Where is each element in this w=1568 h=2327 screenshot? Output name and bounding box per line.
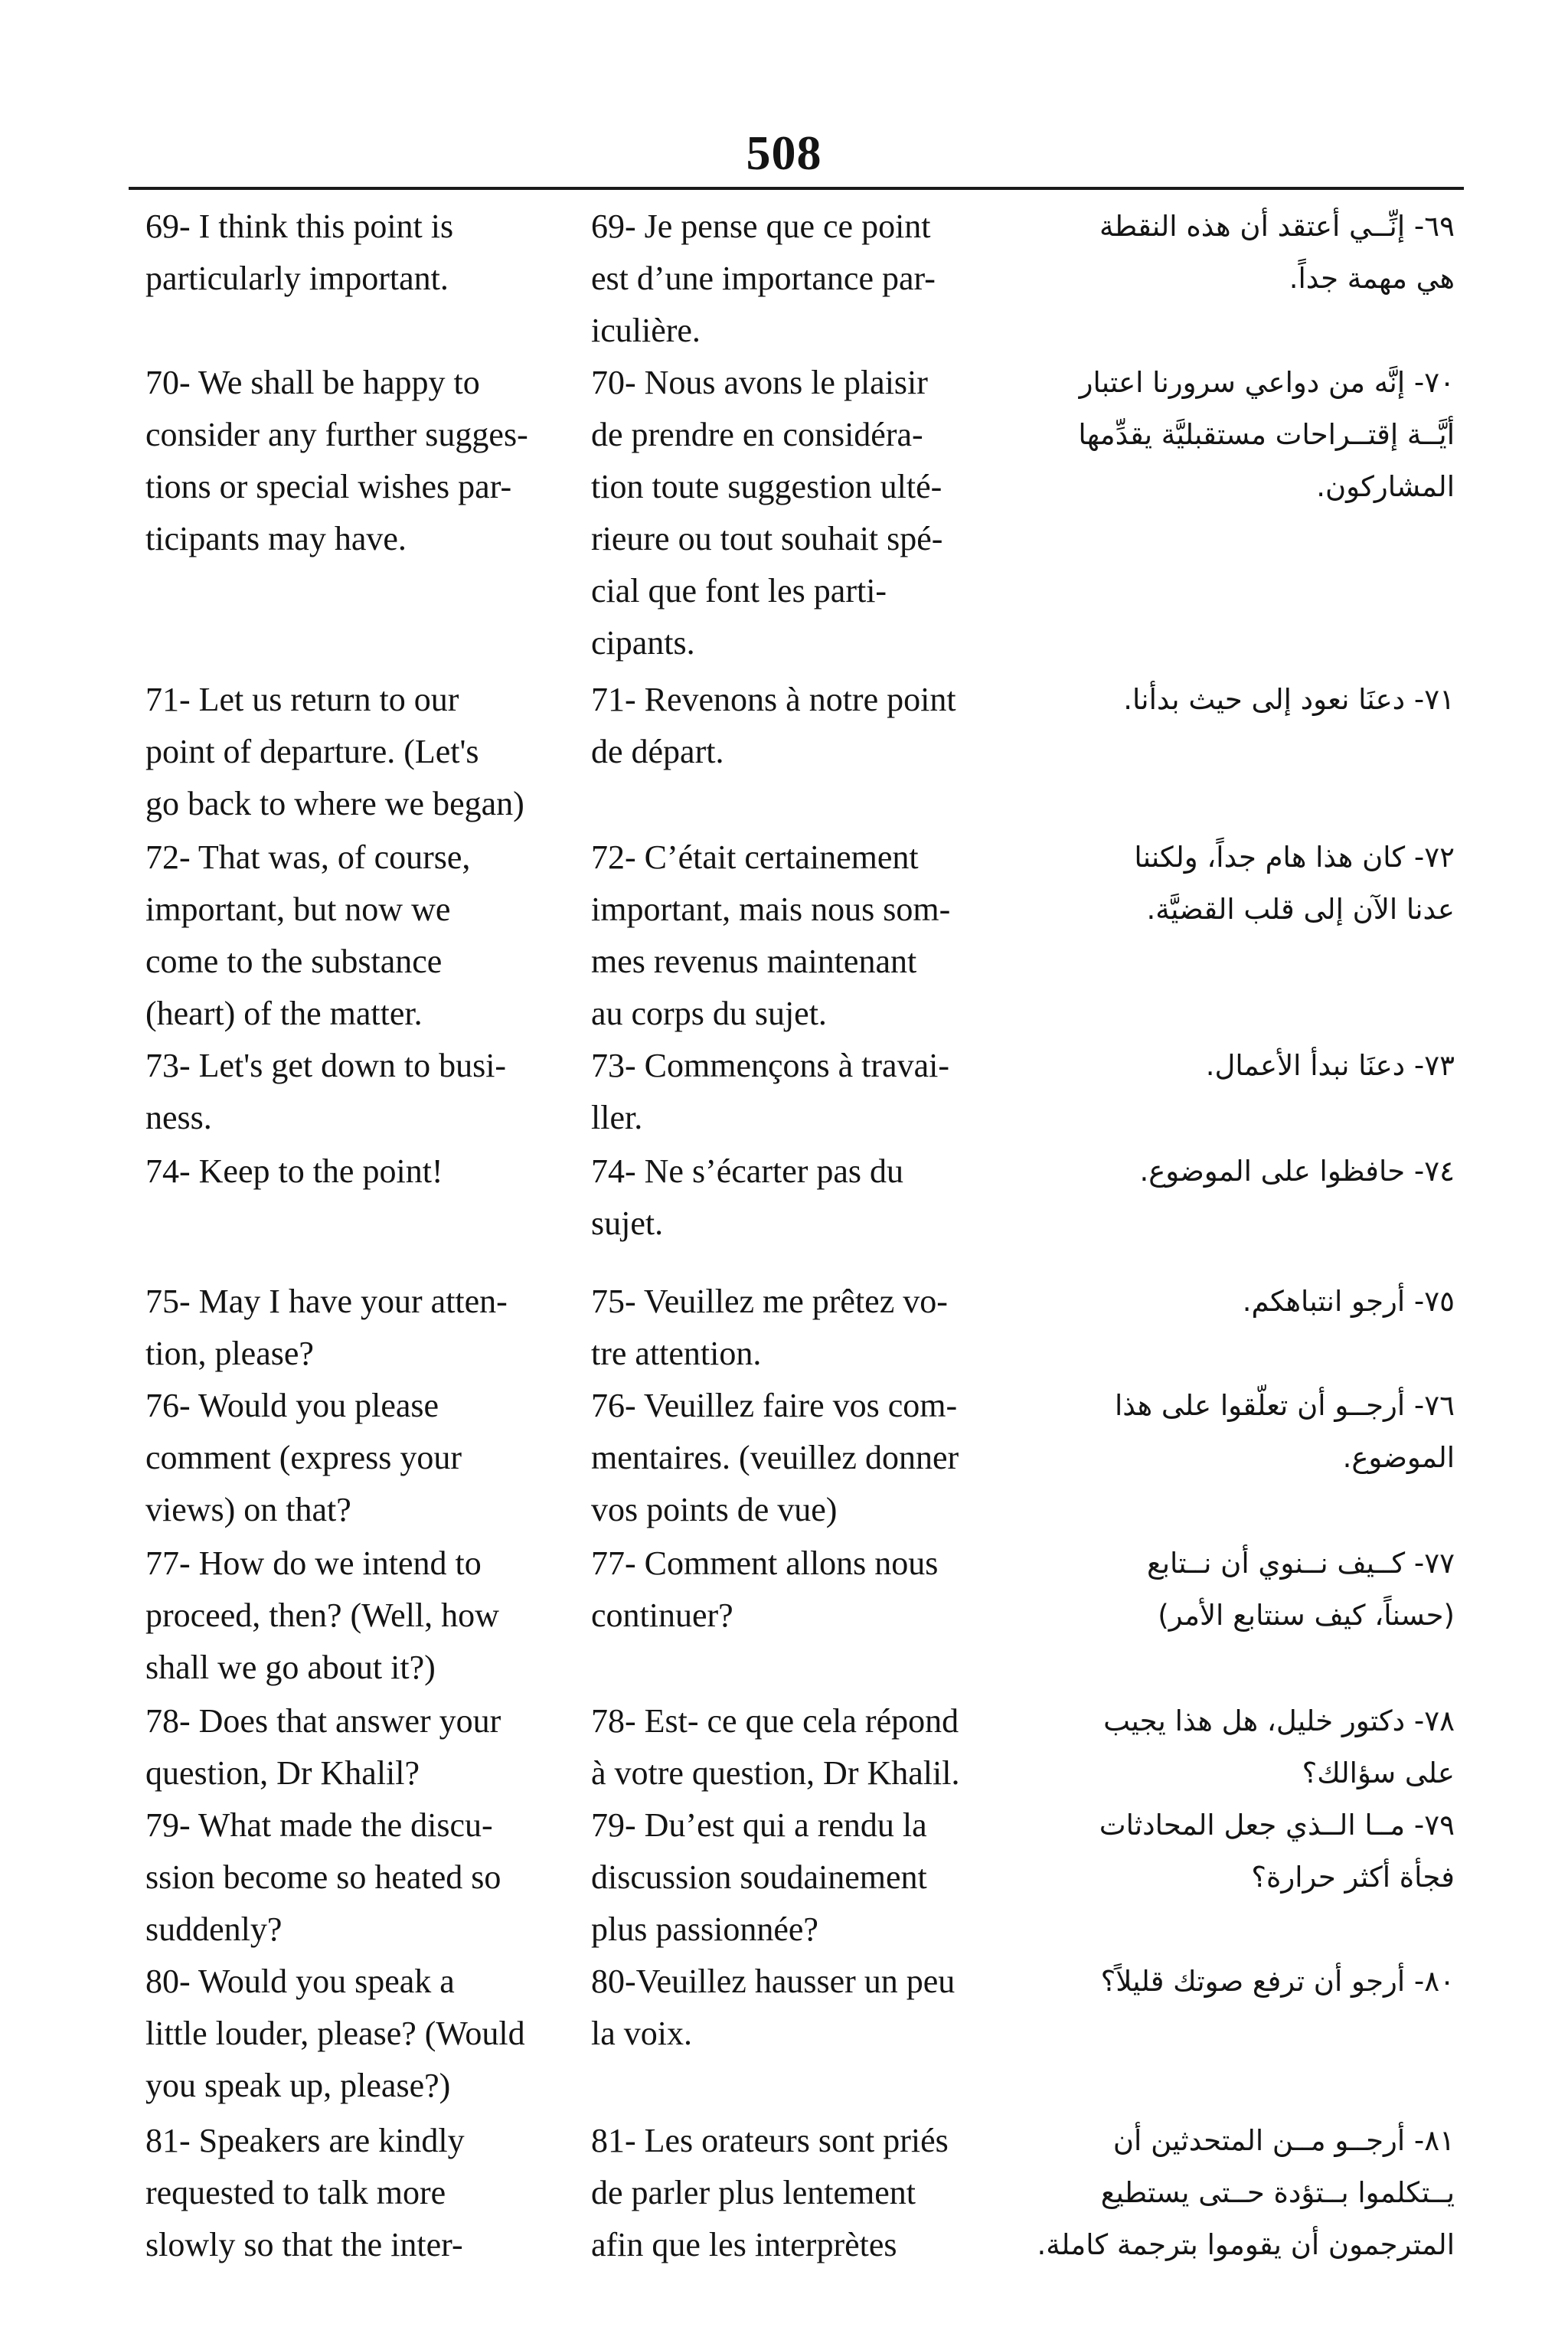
arabic-text: ٦٩- إنِّــي أعتقد أن هذه النقطة هي مهمة جداً. [1099,210,1455,295]
french-text: 76- Veuillez faire vos com- mentaires. (veuillez donner vos points de vue) [591,1387,959,1528]
arabic-text: ٧٠- إنَّه من دواعي سرورنا اعتبار أيَّــة إقتــراحات مستقبليَّة يقدِّمها المشاركون. [1078,366,1455,503]
french-text: 71- Revenons à notre point de départ. [591,681,956,770]
english-text: 76- Would you please comment (express your views) on that? [145,1387,462,1528]
entry-row [0,674,1568,832]
arabic-text: ٧٢- كان هذا هام جداً، ولكننا عدنا الآن إلى قلب القضيَّة. [1134,841,1455,926]
arabic-text: ٧٧- كــيف نــنوي أن نــتابع (حسناً، كيف سنتابع الأمر) [1147,1547,1455,1632]
arabic-text: ٧٨- دكتور خليل، هل هذا يجيب على سؤالك؟ [1103,1704,1455,1789]
arabic-text: ٨٠- أرجو أن ترفع صوتك قليلاً؟ [1100,1965,1455,1998]
phrase-table [0,201,1568,2276]
french-text: 73- Commençons à travai- ller. [591,1047,949,1136]
page-number: 508 [746,126,822,180]
entry-row [0,1380,1568,1538]
french-text: 70- Nous avons le plaisir de prendre en considéra- tion toute suggestion ulté- rieure ou tout souhait spé- cial que font les parti- cipants. [591,364,943,662]
french-text: 69- Je pense que ce point est d’une importance par- iculière. [591,208,936,349]
entry-row [0,1040,1568,1146]
arabic-text: ٧٦- أرجــو أن تعلّقوا على هذا الموضوع. [1114,1389,1455,1474]
arabic-text: ٧٥- أرجو انتباهكم. [1242,1285,1455,1318]
entry-row [0,2115,1568,2276]
french-text: 81- Les orateurs sont priés de parler plus lentement afin que les interprètes [591,2122,949,2263]
arabic-text: ٧١- دعنَا نعود إلى حيث بدأنا. [1123,683,1455,716]
french-text: 72- C’était certainement important, mais nous som- mes revenus maintenant au corps du sujet. [591,838,951,1032]
french-text: 75- Veuillez me prêtez vo- tre attention. [591,1283,948,1372]
arabic-text: ٧٣- دعنَا نبدأ الأعمال. [1205,1049,1455,1082]
english-text: 78- Does that answer your question, Dr Khalil? [145,1702,501,1792]
french-text: 79- Du’est qui a rendu la discussion soudainement plus passionnée? [591,1806,927,1948]
english-text: 72- That was, of course, important, but now we come to the substance (heart) of the matter. [145,838,471,1032]
english-text: 70- We shall be happy to consider any further sugges- tions or special wishes par- ticipants may have. [145,364,528,557]
english-text: 75- May I have your atten- tion, please? [145,1283,508,1372]
arabic-text: ٧٩- مــا الــذي جعل المحادثات فجأة أكثر حرارة؟ [1099,1809,1455,1894]
french-text: 77- Comment allons nous continuer? [591,1544,939,1634]
english-text: 77- How do we intend to proceed, then? (Well, how shall we go about it?) [145,1544,499,1686]
entry-row [0,357,1568,674]
french-text: 78- Est- ce que cela répond à votre question, Dr Khalil. [591,1702,960,1792]
english-text: 73- Let's get down to busi- ness. [145,1047,507,1136]
english-text: 81- Speakers are kindly requested to talk more slowly so that the inter- [145,2122,465,2263]
english-text: 80- Would you speak a little louder, please? (Would you speak up, please?) [145,1963,525,2104]
entry-row [0,1956,1568,2115]
entry-row [0,1538,1568,1695]
entry-row [0,201,1568,357]
entry-row [0,1146,1568,1276]
arabic-text: ٧٤- حافظوا على الموضوع. [1139,1155,1455,1188]
french-text: 74- Ne s’écarter pas du sujet. [591,1152,904,1242]
french-text: 80-Veuillez hausser un peu la voix. [591,1963,956,2052]
entry-row [0,1276,1568,1380]
english-text: 71- Let us return to our point of departure. (Let's go back to where we began) [145,681,524,822]
english-text: 74- Keep to the point! [145,1152,443,1190]
entry-row [0,1695,1568,1799]
header-rule [129,187,1464,190]
entry-row [0,1799,1568,1956]
arabic-text: ٨١- أرجــو مــن المتحدثين أن يــتكلموا بــتؤدة حــتى يستطيع المترجمون أن يقوموا بترجمة كاملة. [1037,2124,1455,2261]
english-text: 69- I think this point is particularly important. [145,208,454,297]
entry-row [0,832,1568,1040]
english-text: 79- What made the discu- ssion become so heated so suddenly? [145,1806,501,1948]
